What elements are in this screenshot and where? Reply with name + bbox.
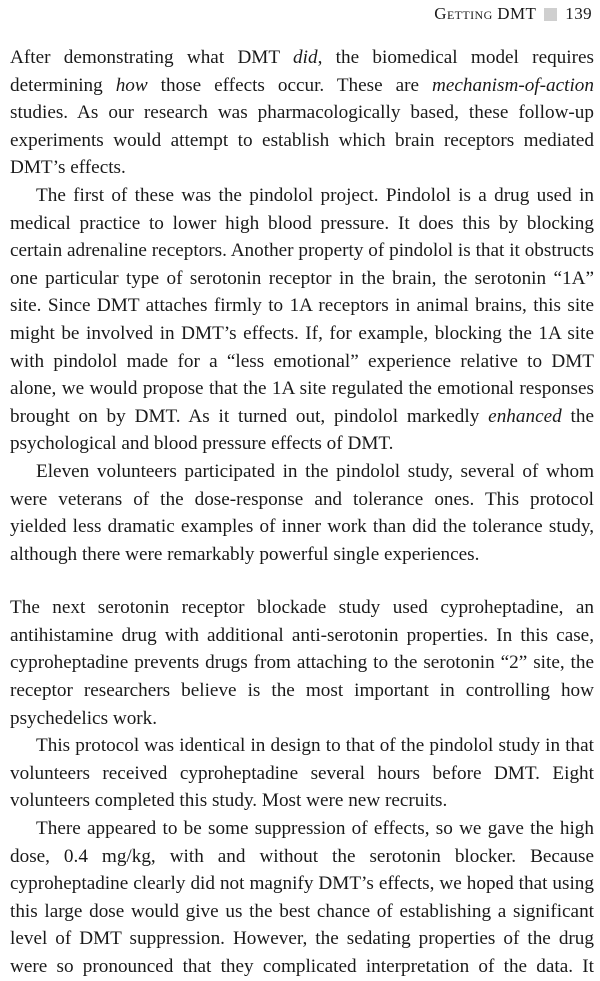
italic-text: how (115, 74, 148, 96)
header-separator-square (544, 8, 557, 21)
text-run: The next serotonin receptor blockade study used cyproheptadine, an antihistamine drug with additional anti-serotonin properties. In this case, cyproheptadine prevents drugs from attaching to the serotonin “2” site, the receptor researchers believe is the most important in controlling how psychedelics work. (10, 597, 594, 729)
text-run: those effects occur. These are (147, 74, 432, 96)
running-head-title: Getting DMT (434, 4, 537, 23)
text-run: This protocol was identical in design to that of the pindolol study in that volunteers received cyproheptadine several hours before DMT. Eight volunteers completed this study. Most were new recruits. (10, 735, 594, 812)
paragraph-p2 (10, 182, 594, 458)
paragraph-p5 (10, 732, 594, 815)
paragraph-p1 (10, 44, 594, 182)
page-number: 139 (565, 4, 592, 23)
running-header (434, 4, 592, 24)
text-run: There appeared to be some suppression of effects, so we gave the high dose, 0.4 mg/kg, with and without the serotonin blocker. Because cyproheptadine clearly did not magnify DMT’s effects, we hoped that using this large dose would give us the best chance of establishing a significant level of DMT suppression. However, the sedating properties of the drug were so pronounced that they complicated interpretation of the data. It (10, 818, 594, 977)
paragraph-p6 (10, 815, 594, 981)
text-run: The first of these was the pindolol project. Pindolol is a drug used in medical practice to lower high blood pressure. It does this by blocking certain adrenaline receptors. Another property of pindolol is that it obstructs one particular type of serotonin receptor in the brain, the serotonin “1A” site. Since DMT attaches firmly to 1A receptors in animal brains, this site might be involved in DMT’s effects. If, for example, blocking the 1A site with pindolol made for a “less emotional” experience relative to DMT alone, we would propose that the 1A site regulated the emotional responses brought on by DMT. As it turned out, pindolol markedly (10, 184, 594, 427)
text-run: the psychological and blood pressure effects of DMT. (10, 405, 594, 455)
italic-text: did (293, 47, 318, 68)
text-run: , the biomedical model requires determining (10, 47, 594, 96)
paragraph-p3 (10, 458, 594, 568)
text-run: After demonstrating what DMT (10, 47, 294, 68)
body-text (10, 44, 594, 981)
text-run: Eleven volunteers participated in the pindolol study, several of whom were veterans of the dose-response and tolerance ones. This protocol yielded less dramatic examples of inner work than did the tolerance study, although there were remarkably powerful single experiences. (10, 460, 594, 565)
text-run: studies. As our research was pharmacologically based, these follow-up experiments would attempt to establish which brain receptors mediated DMT’s effects. (10, 102, 594, 179)
paragraph-p4 (10, 594, 594, 732)
italic-text: enhanced (488, 405, 562, 427)
section-break (10, 568, 594, 594)
italic-text: mechanism-of-action (432, 74, 594, 96)
